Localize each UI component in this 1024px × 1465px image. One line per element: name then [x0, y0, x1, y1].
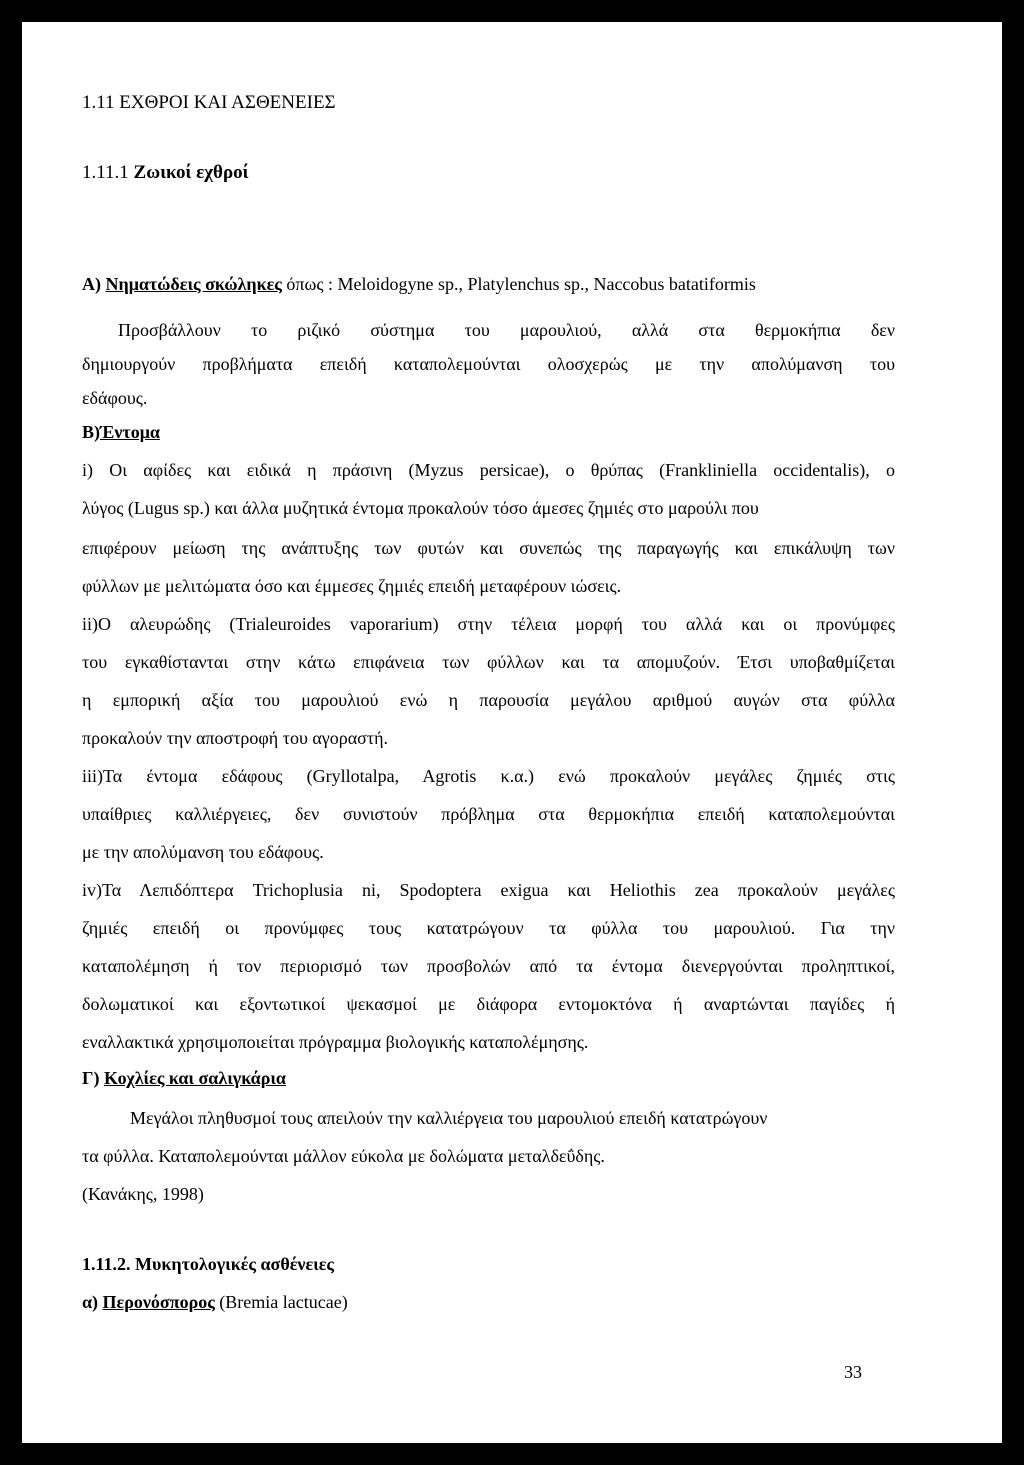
- insects-label: Β): [82, 422, 100, 442]
- insects-heading: [82, 420, 160, 444]
- nematodes-line-2: Προσβάλλουν το ριζικό σύστημα του μαρουλιού, αλλά στα θερμοκήπια δεν: [118, 320, 895, 340]
- subsection-title: Ζωικοί εχθροί: [133, 162, 249, 183]
- downy-mildew-rest: (Bremia lactucae): [219, 1292, 348, 1312]
- insects-iv-line-1: iv)Τα Λεπιδόπτερα Trichoplusia ni, Spodoptera exigua και Heliothis zea προκαλούν μεγάλες: [82, 880, 895, 900]
- subsection-number: 1.11.1: [82, 162, 129, 183]
- downy-mildew-term: Περονόσπορος: [102, 1292, 215, 1312]
- insects-iv-line-3: καταπολέμηση ή τον περιορισμό των προσβολών από τα έντομα διενεργούνται προληπτικοί,: [82, 956, 895, 976]
- page-number: 33: [844, 1362, 862, 1382]
- insects-i-line-3: επιφέρουν μείωση της ανάπτυξης των φυτών και συνεπώς της παραγωγής και επικάλυψη των: [82, 538, 895, 558]
- section-title: ΕΧΘΡΟΙ ΚΑΙ ΑΣΘΕΝΕΙΕΣ: [119, 92, 336, 113]
- nematodes-line-1: [82, 272, 756, 296]
- insects-iv-line-2: ζημιές επειδή οι προνύμφες τους κατατρώγουν τα φύλλα του μαρουλιού. Για την: [82, 918, 895, 938]
- snails-citation: (Κανάκης, 1998): [82, 1184, 204, 1204]
- snails-term: Κοχλίες και σαλιγκάρια: [103, 1068, 286, 1088]
- insects-i-line-4: φύλλων με μελιτώματα όσο και έμμεσες ζημιές επειδή μεταφέρουν ιώσεις.: [82, 576, 622, 596]
- section-heading: [82, 92, 336, 114]
- insects-ii-line-3: η εμπορική αξία του μαρουλιού ενώ η παρουσία μεγάλου αριθμού αυγών στα φύλλα: [82, 690, 895, 710]
- nematodes-label: Α): [82, 274, 101, 294]
- insects-i-line-2: λύγος (Lugus sp.) και άλλα μυζητικά έντομα προκαλούν τόσο άμεσες ζημιές στο μαρούλι που: [82, 498, 759, 518]
- nematodes-line-4: εδάφους.: [82, 388, 148, 408]
- insects-term: Έντομα: [100, 422, 160, 442]
- nematodes-term: Νηματώδεις σκώληκες: [105, 274, 282, 294]
- insects-ii-line-1: ii)Ο αλευρώδης (Trialeuroides vaporarium) στην τέλεια μορφή του αλλά και οι προνύμφες: [82, 614, 895, 634]
- fungal-title: Μυκητολογικές ασθένειες: [135, 1254, 334, 1274]
- insects-iv-line-4: δολωματικοί και εξοντωτικοί ψεκασμοί με διάφορα εντομοκτόνα ή αναρτώνται παγίδες ή: [82, 994, 895, 1014]
- insects-i-line-1: i) Οι αφίδες και ειδικά η πράσινη (Myzus persicae), ο θρύπας (Frankliniella occidentalis), ο: [82, 460, 895, 480]
- nematodes-line-3: δημιουργούν προβλήματα επειδή καταπολεμούνται ολοσχερώς με την απολύμανση του: [82, 354, 895, 374]
- nematodes-line-1-text: όπως : Meloidogyne sp., Platylenchus sp., Naccobus batatiformis: [286, 274, 756, 294]
- snails-heading: [82, 1066, 286, 1090]
- document-page: [22, 22, 1002, 1443]
- insects-iii-line-3: με την απολύμανση του εδάφους.: [82, 842, 324, 862]
- fungal-heading: [82, 1252, 334, 1276]
- insects-ii-line-4: προκαλούν την αποστροφή του αγοραστή.: [82, 728, 389, 748]
- section-number: 1.11: [82, 92, 115, 113]
- snails-label: Γ): [82, 1068, 100, 1088]
- insects-iii-line-1: iii)Τα έντομα εδάφους (Gryllotalpa, Agrotis κ.α.) ενώ προκαλούν μεγάλες ζημιές στις: [82, 766, 895, 786]
- insects-ii-line-2: του εγκαθίστανται στην κάτω επιφάνεια των φύλλων και τα απομυζούν. Έτσι υποβαθμίζεται: [82, 652, 895, 672]
- fungal-number: 1.11.2.: [82, 1254, 131, 1274]
- snails-line-1: Μεγάλοι πληθυσμοί τους απειλούν την καλλιέργεια του μαρουλιού επειδή κατατρώγουν: [130, 1108, 768, 1128]
- downy-mildew-line: [82, 1290, 348, 1314]
- insects-iii-line-2: υπαίθριες καλλιέργειες, δεν συνιστούν πρόβλημα στα θερμοκήπια επειδή καταπολεμούνται: [82, 804, 895, 824]
- insects-iv-line-5: εναλλακτικά χρησιμοποιείται πρόγραμμα βιολογικής καταπολέμησης.: [82, 1032, 589, 1052]
- downy-mildew-label: α): [82, 1292, 99, 1312]
- snails-line-2: τα φύλλα. Καταπολεμούνται μάλλον εύκολα με δολώματα μεταλδεΰδης.: [82, 1146, 605, 1166]
- subsection-heading: [82, 162, 249, 184]
